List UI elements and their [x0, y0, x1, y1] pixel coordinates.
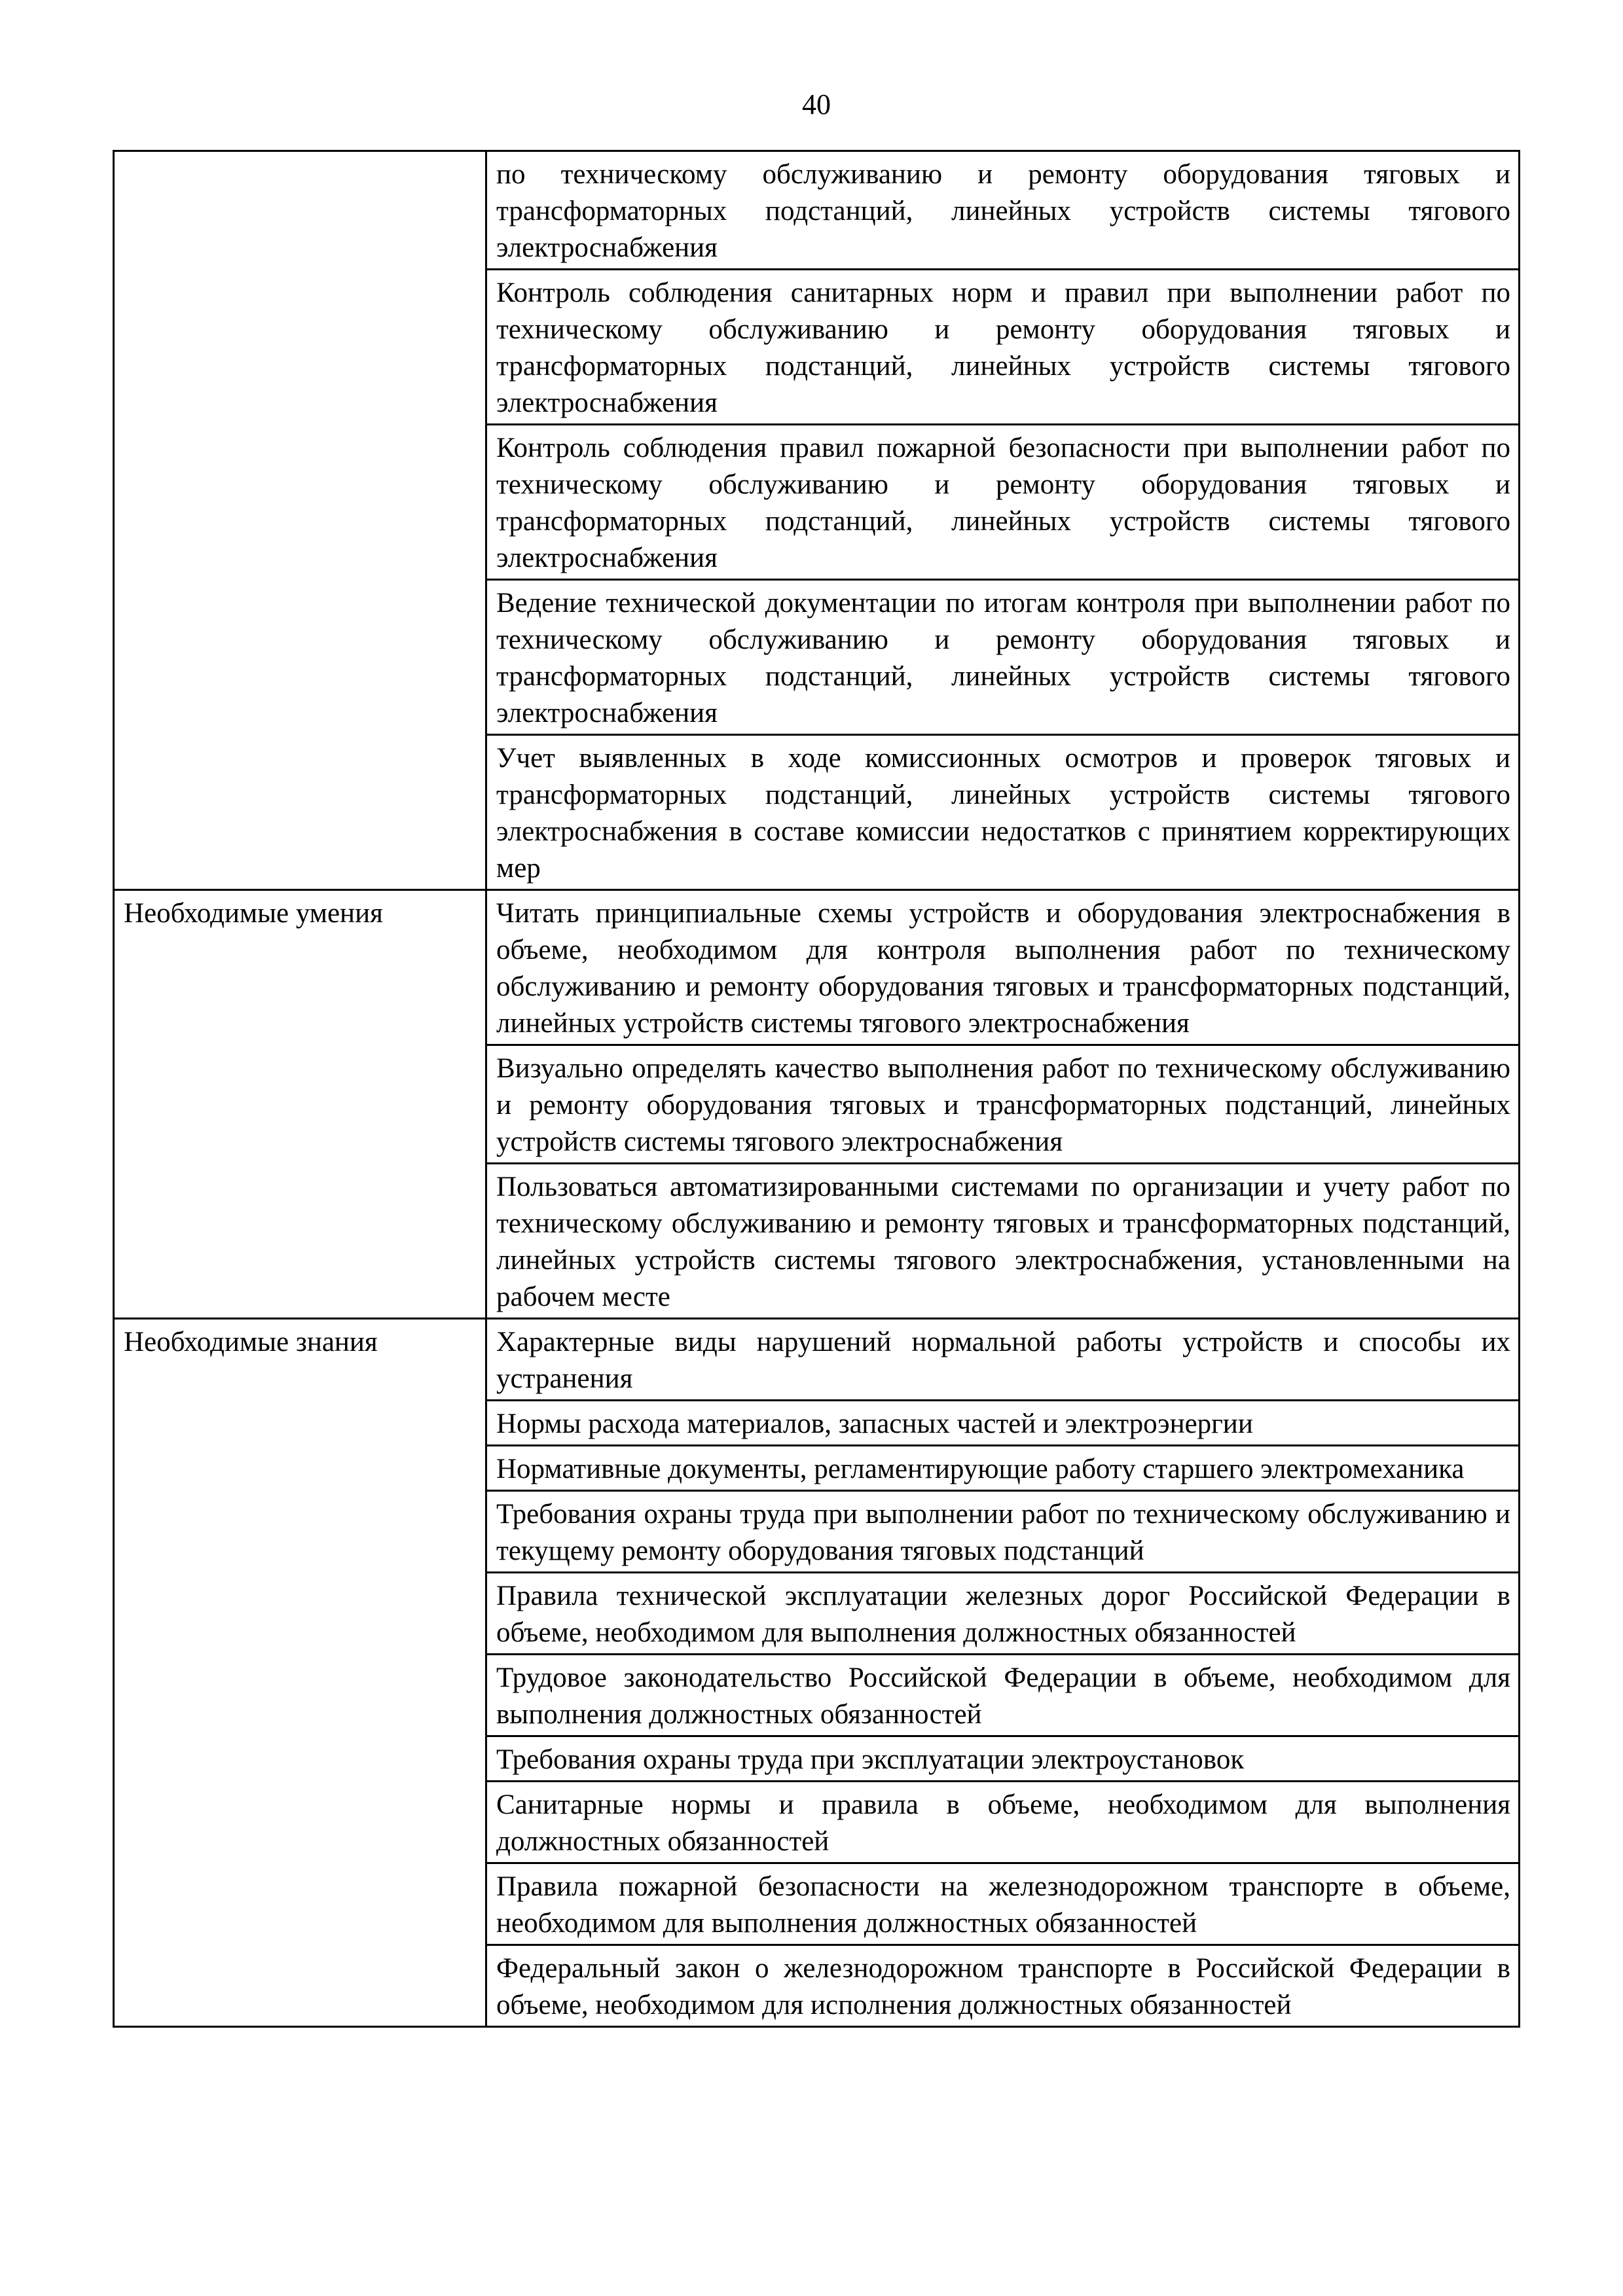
table-cell: Трудовое законодательство Российской Федерации в объеме, необходимом для выполнения должностных обязанностей: [486, 1655, 1520, 1736]
table-cell: Пользоваться автоматизированными системами по организации и учету работ по техническому обслуживанию и ремонту тяговых и трансформаторных подстанций, линейных устройств системы тягового электроснабжения, установленными на рабочем месте: [486, 1164, 1520, 1319]
table-cell: Характерные виды нарушений нормальной работы устройств и способы их устранения: [486, 1319, 1520, 1401]
table-cell: Нормативные документы, регламентирующие работу старшего электромеханика: [486, 1446, 1520, 1491]
table-cell: Контроль соблюдения правил пожарной безопасности при выполнении работ по техническому обслуживанию и ремонту оборудования тяговых и трансформаторных подстанций, линейных устройств системы тягового электроснабжения: [486, 425, 1520, 580]
table-cell: Учет выявленных в ходе комиссионных осмотров и проверок тяговых и трансформаторных подстанций, линейных устройств системы тягового электроснабжения в составе комиссии недостатков с принятием корректирующих мер: [486, 735, 1520, 890]
row-label-empty: [114, 151, 486, 890]
table-cell: Федеральный закон о железнодорожном транспорте в Российской Федерации в объеме, необходимом для исполнения должностных обязанностей: [486, 1945, 1520, 2027]
table-cell: Требования охраны труда при эксплуатации электроустановок: [486, 1736, 1520, 1782]
qualification-table: [113, 150, 1520, 2028]
table-cell: Нормы расхода материалов, запасных частей и электроэнергии: [486, 1401, 1520, 1446]
page-number: 40: [802, 88, 831, 120]
row-label-skills: Необходимые умения: [114, 890, 486, 1319]
table-cell: Правила технической эксплуатации железных дорог Российской Федерации в объеме, необходимом для выполнения должностных обязанностей: [486, 1573, 1520, 1655]
table-row: [114, 151, 1520, 270]
table-cell: Контроль соблюдения санитарных норм и правил при выполнении работ по техническому обслуживанию и ремонту оборудования тяговых и трансформаторных подстанций, линейных устройств системы тягового электроснабжения: [486, 270, 1520, 425]
table-cell: Требования охраны труда при выполнении работ по техническому обслуживанию и текущему ремонту оборудования тяговых подстанций: [486, 1491, 1520, 1573]
table-cell: Правила пожарной безопасности на железнодорожном транспорте в объеме, необходимом для выполнения должностных обязанностей: [486, 1863, 1520, 1945]
table-cell: Визуально определять качество выполнения работ по техническому обслуживанию и ремонту оборудования тяговых и трансформаторных подстанций, линейных устройств системы тягового электроснабжения: [486, 1045, 1520, 1164]
table-cell: Ведение технической документации по итогам контроля при выполнении работ по техническому обслуживанию и ремонту оборудования тяговых и трансформаторных подстанций, линейных устройств системы тягового электроснабжения: [486, 580, 1520, 735]
table-row: [114, 890, 1520, 1045]
table-cell: по техническому обслуживанию и ремонту оборудования тяговых и трансформаторных подстанций, линейных устройств системы тягового электроснабжения: [486, 151, 1520, 270]
table-cell: Читать принципиальные схемы устройств и оборудования электроснабжения в объеме, необходимом для контроля выполнения работ по техническому обслуживанию и ремонту оборудования тяговых и трансформаторных подстанций, линейных устройств системы тягового электроснабжения: [486, 890, 1520, 1045]
table-row: [114, 1319, 1520, 1401]
row-label-knowledge: Необходимые знания: [114, 1319, 486, 2027]
table-cell: Санитарные нормы и правила в объеме, необходимом для выполнения должностных обязанностей: [486, 1782, 1520, 1863]
